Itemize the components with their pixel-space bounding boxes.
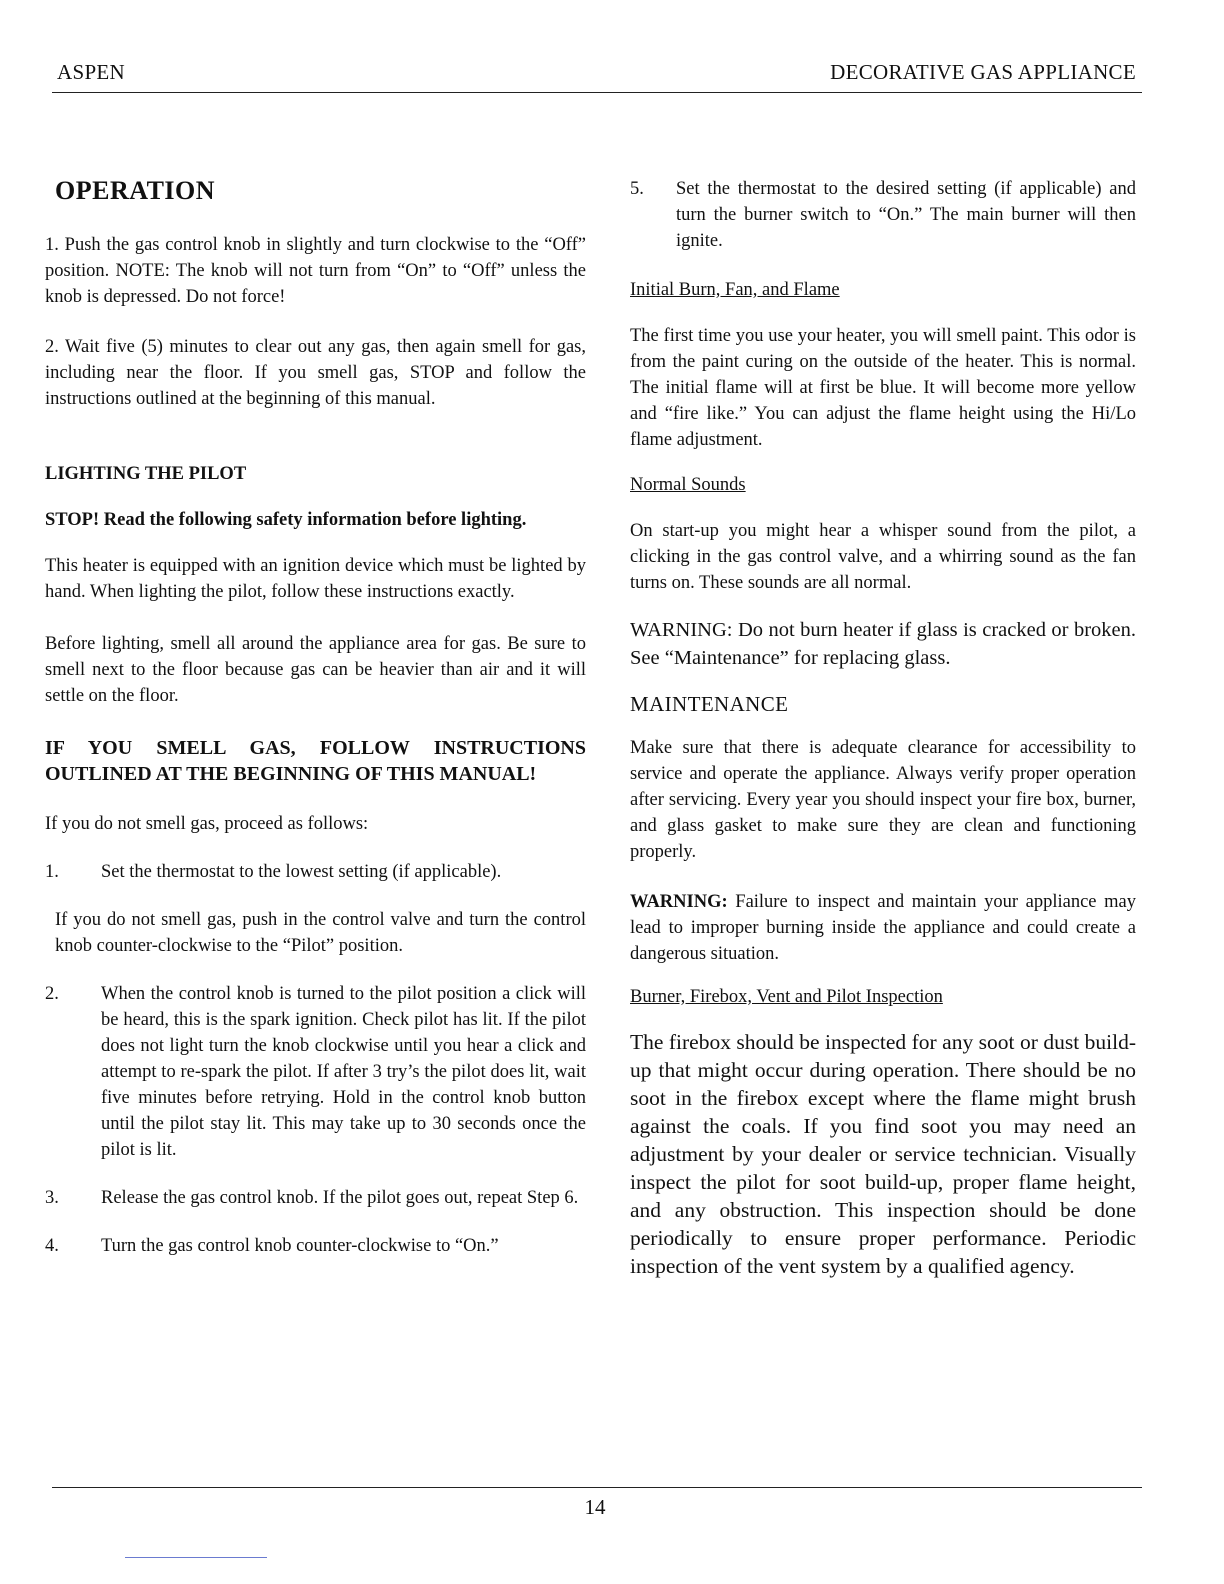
step-text: Turn the gas control knob counter-clockwise to “On.” (101, 1236, 499, 1256)
lighting-step-2 (45, 981, 586, 1163)
header-left: ASPEN (57, 60, 126, 84)
right-column (630, 176, 1136, 1280)
inspection-warning (630, 889, 1136, 967)
step-number: 5. (630, 179, 644, 199)
initial-burn-paragraph: The first time you use your heater, you will smell paint. This odor is from the paint curing on the outside of the heater. This is normal. The initial flame will at first be blue. It will become more yellow and “fire like.” You can adjust the flame height using the Hi/Lo flame adjustment. (630, 326, 1136, 450)
footer-rule (52, 1487, 1142, 1488)
operation-step-2: 2. Wait five (5) minutes to clear out any gas, then again smell for gas, including near the floor. If you smell gas, STOP and follow the instructions outlined at the beginning of this manual. (45, 337, 586, 409)
initial-burn-heading: Initial Burn, Fan, and Flame (630, 280, 840, 300)
step-text: Set the thermostat to the desired setting (if applicable) and turn the burner switch to “On.” The main burner will then ignite. (676, 179, 1136, 251)
step-text: Set the thermostat to the lowest setting (if applicable). (101, 862, 502, 882)
step-number: 4. (45, 1236, 59, 1256)
normal-sounds-paragraph: On start-up you might hear a whisper sound from the pilot, a clicking in the gas control valve, and a whirring sound as the fan turns on. These sounds are all normal. (630, 521, 1136, 593)
lighting-step-3 (45, 1185, 586, 1211)
glass-warning: WARNING: Do not burn heater if glass is cracked or broken. See “Maintenance” for replacing glass. (630, 619, 1136, 669)
step-number: 3. (45, 1188, 59, 1208)
lighting-step-1 (45, 859, 586, 885)
header-rule (52, 92, 1142, 93)
step-text: When the control knob is turned to the pilot position a click will be heard, this is the spark ignition. Check pilot has lit. If the pilot does not light turn the knob clockwise until you hear a click and attempt to re-spark the pilot. If after 3 try’s the pilot does lit, wait five minutes before retrying. Hold in the control knob button until the pilot stay lit. This may take up to 30 seconds once the pilot is lit. (101, 984, 586, 1160)
stop-warning: STOP! Read the following safety information before lighting. (45, 510, 527, 530)
proceed-paragraph: If you do not smell gas, proceed as follows: (45, 814, 369, 834)
normal-sounds-heading: Normal Sounds (630, 475, 746, 495)
warning-text: Failure to inspect and maintain your appliance may lead to improper burning inside the appliance and could create a dangerous situation. (630, 892, 1136, 964)
page-number: 14 (584, 1495, 606, 1519)
burner-inspection-paragraph: The firebox should be inspected for any soot or dust build-up that might occur during operation. There should be no soot in the firebox except where the flame might brush against the coals. If you find soot you may need an adjustment by your dealer or service technician. Visually inspect the pilot for soot build-up, proper flame height, and any obstruction. This inspection should be done periodically to ensure proper performance. Periodic inspection of the vent system by a qualified agency. (630, 1030, 1136, 1278)
if-smell-gas-warning: IF YOU SMELL GAS, FOLLOW INSTRUCTIONS OUTLINED AT THE BEGINNING OF THIS MANUAL! (45, 737, 586, 785)
operation-title: OPERATION (55, 176, 216, 205)
warning-label: WARNING: (630, 892, 728, 912)
maintenance-heading: MAINTENANCE (630, 692, 789, 716)
step-number: 2. (45, 984, 59, 1004)
left-column (45, 176, 586, 1259)
stray-line (125, 1557, 267, 1558)
maintenance-paragraph: Make sure that there is adequate clearance for accessibility to service and operate the appliance. Always verify proper operation after servicing. Every year you should inspect your fire box, burner, and glass gasket to make sure they are clean and functioning properly. (630, 738, 1136, 862)
lighting-step-5 (630, 176, 1136, 254)
header-right: DECORATIVE GAS APPLIANCE (830, 60, 1136, 84)
push-valve-paragraph: If you do not smell gas, push in the control valve and turn the control knob counter-clockwise to the “Pilot” position. (55, 910, 586, 956)
lighting-step-4 (45, 1233, 586, 1259)
operation-step-1: 1. Push the gas control knob in slightly and turn clockwise to the “Off” position. NOTE: The knob will not turn from “On” to “Off” unless the knob is depressed. Do not force! (45, 235, 586, 307)
step-text: Release the gas control knob. If the pilot goes out, repeat Step 6. (101, 1188, 579, 1208)
step-number: 1. (45, 862, 59, 882)
ignition-paragraph: This heater is equipped with an ignition device which must be lighted by hand. When lighting the pilot, follow these instructions exactly. (45, 556, 586, 602)
before-lighting-paragraph: Before lighting, smell all around the appliance area for gas. Be sure to smell next to the floor because gas can be heavier than air and it will settle on the floor. (45, 634, 586, 706)
lighting-heading: LIGHTING THE PILOT (45, 464, 247, 484)
burner-inspection-heading: Burner, Firebox, Vent and Pilot Inspection (630, 987, 943, 1007)
